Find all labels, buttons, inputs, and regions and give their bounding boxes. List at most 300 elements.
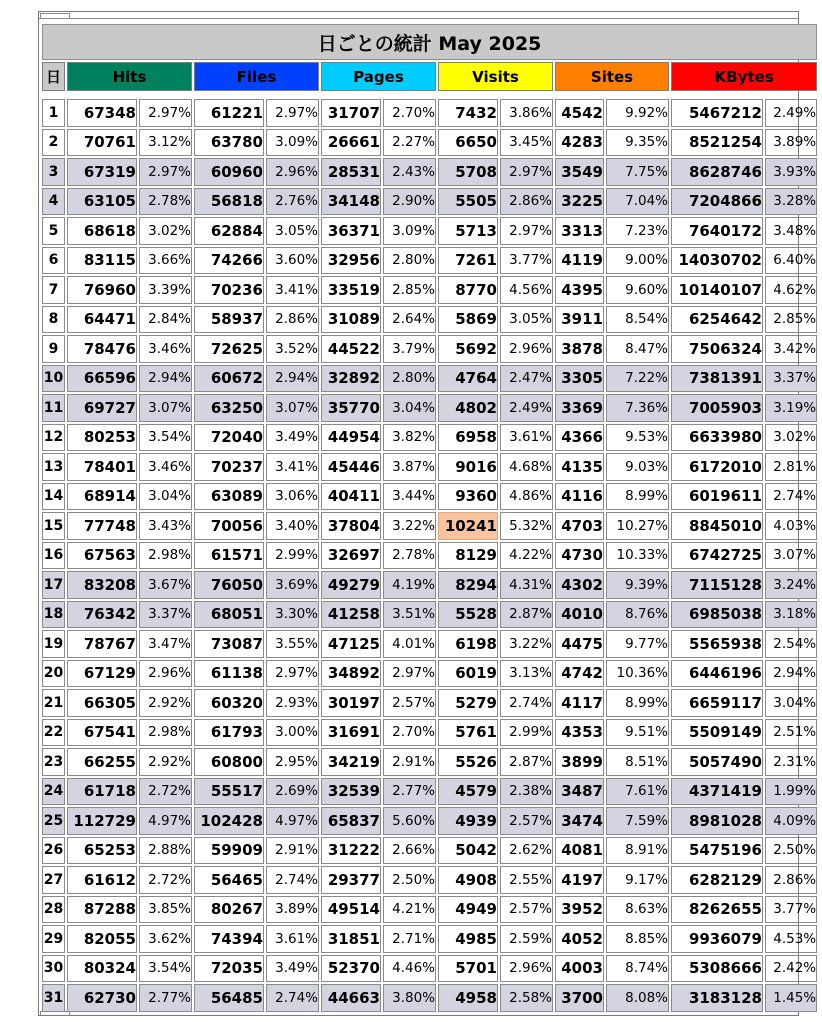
- cell-visits: 5761: [438, 719, 498, 747]
- cell-hits-pct: 2.88%: [139, 837, 192, 865]
- cell-day: 25: [42, 807, 65, 835]
- cell-visits: 6650: [438, 129, 498, 157]
- cell-kbytes-pct: 3.48%: [765, 217, 817, 245]
- table-row: [42, 660, 817, 688]
- cell-hits-pct: 2.97%: [139, 158, 192, 186]
- cell-visits-pct: 3.13%: [500, 660, 553, 688]
- cell-kbytes: 7115128: [671, 571, 763, 599]
- cell-kbytes-pct: 6.40%: [765, 247, 817, 275]
- cell-hits: 67541: [67, 719, 137, 747]
- cell-visits-pct: 2.57%: [500, 807, 553, 835]
- cell-visits-pct: 4.68%: [500, 453, 553, 481]
- cell-pages: 44663: [321, 984, 381, 1012]
- cell-hits: 67319: [67, 158, 137, 186]
- cell-kbytes-pct: 4.62%: [765, 276, 817, 304]
- cell-pages-pct: 3.87%: [383, 453, 436, 481]
- cell-files: 70056: [194, 512, 264, 540]
- col-header-kbytes: KBytes: [671, 62, 817, 91]
- cell-visits: 5528: [438, 601, 498, 629]
- table-row: [42, 453, 817, 481]
- cell-sites-pct: 8.63%: [606, 896, 669, 924]
- cell-day: 10: [42, 365, 65, 393]
- cell-files-pct: 2.95%: [266, 748, 319, 776]
- table-row: [42, 424, 817, 452]
- cell-visits-pct: 2.96%: [500, 335, 553, 363]
- cell-sites: 3878: [555, 335, 604, 363]
- cell-sites-pct: 7.59%: [606, 807, 669, 835]
- cell-files-pct: 3.49%: [266, 955, 319, 983]
- table-row: [42, 188, 817, 216]
- cell-visits-pct: 2.47%: [500, 365, 553, 393]
- cell-sites: 3952: [555, 896, 604, 924]
- cell-kbytes: 7005903: [671, 394, 763, 422]
- cell-sites: 4742: [555, 660, 604, 688]
- cell-sites: 4010: [555, 601, 604, 629]
- cell-hits: 69727: [67, 394, 137, 422]
- cell-kbytes-pct: 3.89%: [765, 129, 817, 157]
- cell-visits-pct: 2.96%: [500, 955, 553, 983]
- cell-day: 18: [42, 601, 65, 629]
- cell-hits-pct: 2.72%: [139, 866, 192, 894]
- cell-kbytes-pct: 3.77%: [765, 896, 817, 924]
- cell-day: 7: [42, 276, 65, 304]
- cell-hits: 83208: [67, 571, 137, 599]
- cell-files: 76050: [194, 571, 264, 599]
- cell-hits-pct: 2.97%: [139, 99, 192, 127]
- cell-kbytes: 7204866: [671, 188, 763, 216]
- cell-pages-pct: 3.04%: [383, 394, 436, 422]
- cell-files: 70236: [194, 276, 264, 304]
- cell-hits: 80324: [67, 955, 137, 983]
- table-row: [42, 630, 817, 658]
- cell-files: 80267: [194, 896, 264, 924]
- cell-visits-pct: 2.99%: [500, 719, 553, 747]
- cell-hits: 67129: [67, 660, 137, 688]
- cell-pages: 26661: [321, 129, 381, 157]
- cell-sites-pct: 9.51%: [606, 719, 669, 747]
- cell-hits-pct: 3.62%: [139, 925, 192, 953]
- cell-visits: 5692: [438, 335, 498, 363]
- cell-files-pct: 3.60%: [266, 247, 319, 275]
- cell-pages: 36371: [321, 217, 381, 245]
- cell-files: 63780: [194, 129, 264, 157]
- cell-visits-pct: 3.22%: [500, 630, 553, 658]
- cell-kbytes: 14030702: [671, 247, 763, 275]
- table-row: [42, 542, 817, 570]
- cell-kbytes-pct: 3.42%: [765, 335, 817, 363]
- cell-files: 58937: [194, 306, 264, 334]
- cell-files: 60672: [194, 365, 264, 393]
- cell-day: 17: [42, 571, 65, 599]
- cell-sites-pct: 9.00%: [606, 247, 669, 275]
- cell-pages-pct: 2.90%: [383, 188, 436, 216]
- cell-sites-pct: 9.03%: [606, 453, 669, 481]
- cell-files-pct: 3.41%: [266, 276, 319, 304]
- cell-files: 72040: [194, 424, 264, 452]
- cell-day: 4: [42, 188, 65, 216]
- cell-pages: 49279: [321, 571, 381, 599]
- cell-pages: 65837: [321, 807, 381, 835]
- cell-files: 56818: [194, 188, 264, 216]
- cell-pages-pct: 2.71%: [383, 925, 436, 953]
- cell-visits: 5869: [438, 306, 498, 334]
- cell-pages-pct: 3.09%: [383, 217, 436, 245]
- cell-files: 56465: [194, 866, 264, 894]
- cell-sites-pct: 8.91%: [606, 837, 669, 865]
- cell-visits: 5713: [438, 217, 498, 245]
- cell-day: 5: [42, 217, 65, 245]
- cell-kbytes: 6172010: [671, 453, 763, 481]
- cell-kbytes: 5509149: [671, 719, 763, 747]
- cell-day: 26: [42, 837, 65, 865]
- table-row: [42, 837, 817, 865]
- cell-sites: 4081: [555, 837, 604, 865]
- cell-day: 12: [42, 424, 65, 452]
- cell-sites: 4703: [555, 512, 604, 540]
- cell-kbytes: 6659117: [671, 689, 763, 717]
- cell-kbytes: 8845010: [671, 512, 763, 540]
- cell-files-pct: 3.89%: [266, 896, 319, 924]
- table-row: [42, 984, 817, 1012]
- cell-sites-pct: 8.85%: [606, 925, 669, 953]
- cell-files-pct: 2.76%: [266, 188, 319, 216]
- cell-pages-pct: 2.64%: [383, 306, 436, 334]
- cell-pages: 44522: [321, 335, 381, 363]
- cell-kbytes-pct: 2.74%: [765, 483, 817, 511]
- cell-pages: 32956: [321, 247, 381, 275]
- cell-files: 55517: [194, 778, 264, 806]
- cell-visits: 4939: [438, 807, 498, 835]
- cell-visits-pct: 2.87%: [500, 601, 553, 629]
- cell-sites: 4119: [555, 247, 604, 275]
- cell-kbytes: 6633980: [671, 424, 763, 452]
- cell-files-pct: 3.61%: [266, 925, 319, 953]
- cell-kbytes: 10140107: [671, 276, 763, 304]
- cell-day: 27: [42, 866, 65, 894]
- cell-files-pct: 3.30%: [266, 601, 319, 629]
- cell-day: 14: [42, 483, 65, 511]
- table-row: [42, 571, 817, 599]
- cell-day: 21: [42, 689, 65, 717]
- cell-day: 15: [42, 512, 65, 540]
- cell-hits: 78401: [67, 453, 137, 481]
- cell-files-pct: 3.07%: [266, 394, 319, 422]
- cell-sites-pct: 8.47%: [606, 335, 669, 363]
- cell-pages-pct: 3.44%: [383, 483, 436, 511]
- cell-pages-pct: 4.19%: [383, 571, 436, 599]
- table-row: [42, 394, 817, 422]
- col-header-files: Files: [194, 62, 319, 91]
- cell-kbytes-pct: 2.81%: [765, 453, 817, 481]
- cell-hits: 112729: [67, 807, 137, 835]
- cell-visits: 5526: [438, 748, 498, 776]
- cell-pages-pct: 2.85%: [383, 276, 436, 304]
- cell-hits-pct: 2.92%: [139, 748, 192, 776]
- cell-pages: 40411: [321, 483, 381, 511]
- cell-visits-pct: 2.57%: [500, 896, 553, 924]
- cell-kbytes: 3183128: [671, 984, 763, 1012]
- col-header-pages: Pages: [321, 62, 436, 91]
- cell-kbytes-pct: 3.19%: [765, 394, 817, 422]
- cell-visits: 7261: [438, 247, 498, 275]
- table-row: [42, 689, 817, 717]
- table-row: [42, 158, 817, 186]
- table-row: [42, 925, 817, 953]
- cell-sites-pct: 8.99%: [606, 689, 669, 717]
- cell-files-pct: 2.74%: [266, 984, 319, 1012]
- cell-hits-pct: 2.96%: [139, 660, 192, 688]
- cell-sites: 3225: [555, 188, 604, 216]
- cell-kbytes: 6985038: [671, 601, 763, 629]
- cell-files: 60320: [194, 689, 264, 717]
- cell-pages: 44954: [321, 424, 381, 452]
- cell-sites-pct: 9.92%: [606, 99, 669, 127]
- cell-kbytes: 4371419: [671, 778, 763, 806]
- cell-visits: 6198: [438, 630, 498, 658]
- cell-visits: 4764: [438, 365, 498, 393]
- cell-sites: 4003: [555, 955, 604, 983]
- cell-day: 13: [42, 453, 65, 481]
- cell-files: 62884: [194, 217, 264, 245]
- cell-visits: 5708: [438, 158, 498, 186]
- cell-files-pct: 2.96%: [266, 158, 319, 186]
- table-row: [42, 866, 817, 894]
- cell-pages-pct: 3.79%: [383, 335, 436, 363]
- cell-files-pct: 3.52%: [266, 335, 319, 363]
- cell-hits: 66596: [67, 365, 137, 393]
- cell-hits-pct: 2.94%: [139, 365, 192, 393]
- cell-kbytes-pct: 2.54%: [765, 630, 817, 658]
- cell-sites-pct: 10.36%: [606, 660, 669, 688]
- cell-visits-pct: 4.86%: [500, 483, 553, 511]
- cell-visits: 5505: [438, 188, 498, 216]
- cell-visits: 6958: [438, 424, 498, 452]
- cell-visits: 7432: [438, 99, 498, 127]
- cell-pages: 37804: [321, 512, 381, 540]
- cell-kbytes-pct: 2.42%: [765, 955, 817, 983]
- cell-pages-pct: 3.22%: [383, 512, 436, 540]
- table-row: [42, 896, 817, 924]
- cell-day: 6: [42, 247, 65, 275]
- cell-hits: 76960: [67, 276, 137, 304]
- cell-hits: 78767: [67, 630, 137, 658]
- cell-kbytes-pct: 2.31%: [765, 748, 817, 776]
- cell-visits-pct: 4.22%: [500, 542, 553, 570]
- cell-sites-pct: 9.17%: [606, 866, 669, 894]
- cell-pages: 34892: [321, 660, 381, 688]
- cell-pages: 31691: [321, 719, 381, 747]
- cell-hits: 82055: [67, 925, 137, 953]
- top-tab: [40, 13, 70, 19]
- cell-hits-pct: 3.02%: [139, 217, 192, 245]
- cell-hits: 78476: [67, 335, 137, 363]
- cell-sites-pct: 8.74%: [606, 955, 669, 983]
- cell-kbytes-pct: 1.99%: [765, 778, 817, 806]
- cell-visits-pct: 3.86%: [500, 99, 553, 127]
- cell-hits-pct: 3.43%: [139, 512, 192, 540]
- cell-visits-pct: 2.62%: [500, 837, 553, 865]
- cell-hits-pct: 3.46%: [139, 453, 192, 481]
- cell-files: 72035: [194, 955, 264, 983]
- cell-files: 63089: [194, 483, 264, 511]
- cell-hits-pct: 2.72%: [139, 778, 192, 806]
- cell-pages: 47125: [321, 630, 381, 658]
- cell-files-pct: 3.00%: [266, 719, 319, 747]
- cell-day: 16: [42, 542, 65, 570]
- cell-files: 102428: [194, 807, 264, 835]
- cell-hits-pct: 3.85%: [139, 896, 192, 924]
- cell-pages-pct: 2.78%: [383, 542, 436, 570]
- cell-kbytes: 7506324: [671, 335, 763, 363]
- cell-sites: 4135: [555, 453, 604, 481]
- cell-files-pct: 2.86%: [266, 306, 319, 334]
- cell-sites: 3487: [555, 778, 604, 806]
- table-row: [42, 247, 817, 275]
- cell-files: 74394: [194, 925, 264, 953]
- cell-visits: 8294: [438, 571, 498, 599]
- cell-hits: 66305: [67, 689, 137, 717]
- cell-visits-pct: 4.56%: [500, 276, 553, 304]
- cell-pages: 32892: [321, 365, 381, 393]
- table-row: [42, 217, 817, 245]
- cell-sites-pct: 7.22%: [606, 365, 669, 393]
- cell-pages-pct: 2.66%: [383, 837, 436, 865]
- cell-hits: 76342: [67, 601, 137, 629]
- cell-visits-pct: 2.74%: [500, 689, 553, 717]
- cell-visits: 6019: [438, 660, 498, 688]
- cell-pages-pct: 2.97%: [383, 660, 436, 688]
- table-body: [42, 99, 817, 1012]
- cell-day: 20: [42, 660, 65, 688]
- cell-visits: 4958: [438, 984, 498, 1012]
- cell-visits: 4985: [438, 925, 498, 953]
- cell-files-pct: 2.99%: [266, 542, 319, 570]
- cell-visits: 4579: [438, 778, 498, 806]
- cell-kbytes-pct: 4.53%: [765, 925, 817, 953]
- cell-kbytes: 6019611: [671, 483, 763, 511]
- cell-hits-pct: 3.07%: [139, 394, 192, 422]
- cell-day: 3: [42, 158, 65, 186]
- cell-day: 1: [42, 99, 65, 127]
- cell-hits-pct: 4.97%: [139, 807, 192, 835]
- cell-hits-pct: 3.66%: [139, 247, 192, 275]
- cell-files: 70237: [194, 453, 264, 481]
- cell-hits: 83115: [67, 247, 137, 275]
- cell-pages: 28531: [321, 158, 381, 186]
- col-header-sites: Sites: [555, 62, 669, 91]
- cell-hits: 68618: [67, 217, 137, 245]
- cell-day: 28: [42, 896, 65, 924]
- cell-sites: 4116: [555, 483, 604, 511]
- cell-pages-pct: 2.43%: [383, 158, 436, 186]
- cell-visits: 5279: [438, 689, 498, 717]
- table-row: [42, 955, 817, 983]
- cell-hits: 66255: [67, 748, 137, 776]
- cell-pages: 31222: [321, 837, 381, 865]
- cell-sites: 4395: [555, 276, 604, 304]
- cell-hits-pct: 3.39%: [139, 276, 192, 304]
- cell-pages-pct: 2.91%: [383, 748, 436, 776]
- cell-files-pct: 3.40%: [266, 512, 319, 540]
- cell-hits: 87288: [67, 896, 137, 924]
- cell-sites: 4475: [555, 630, 604, 658]
- cell-hits: 67348: [67, 99, 137, 127]
- table-row: [42, 807, 817, 835]
- cell-kbytes: 7381391: [671, 365, 763, 393]
- cell-sites-pct: 10.33%: [606, 542, 669, 570]
- cell-files-pct: 2.74%: [266, 866, 319, 894]
- cell-pages: 41258: [321, 601, 381, 629]
- cell-kbytes-pct: 3.37%: [765, 365, 817, 393]
- cell-day: 24: [42, 778, 65, 806]
- cell-files-pct: 3.41%: [266, 453, 319, 481]
- cell-hits: 80253: [67, 424, 137, 452]
- table-row: [42, 512, 817, 540]
- cell-kbytes-pct: 1.45%: [765, 984, 817, 1012]
- cell-files-pct: 2.91%: [266, 837, 319, 865]
- cell-pages-pct: 4.46%: [383, 955, 436, 983]
- cell-kbytes-pct: 3.18%: [765, 601, 817, 629]
- table-row: [42, 778, 817, 806]
- cell-day: 31: [42, 984, 65, 1012]
- cell-day: 29: [42, 925, 65, 953]
- daily-stats-table: [40, 22, 819, 1014]
- cell-day: 30: [42, 955, 65, 983]
- table-row: [42, 483, 817, 511]
- cell-kbytes: 6254642: [671, 306, 763, 334]
- cell-files: 61221: [194, 99, 264, 127]
- cell-hits-pct: 3.46%: [139, 335, 192, 363]
- cell-files-pct: 3.55%: [266, 630, 319, 658]
- table-row: [42, 365, 817, 393]
- cell-hits-pct: 3.12%: [139, 129, 192, 157]
- cell-visits-pct: 2.38%: [500, 778, 553, 806]
- table-row: [42, 335, 817, 363]
- cell-pages-pct: 2.70%: [383, 719, 436, 747]
- cell-files-pct: 3.06%: [266, 483, 319, 511]
- cell-files: 73087: [194, 630, 264, 658]
- cell-kbytes: 8628746: [671, 158, 763, 186]
- table-row: [42, 601, 817, 629]
- cell-hits-pct: 3.54%: [139, 424, 192, 452]
- cell-pages-pct: 5.60%: [383, 807, 436, 835]
- cell-files: 60960: [194, 158, 264, 186]
- cell-pages: 33519: [321, 276, 381, 304]
- cell-hits-pct: 2.98%: [139, 542, 192, 570]
- cell-pages: 31089: [321, 306, 381, 334]
- cell-kbytes: 8521254: [671, 129, 763, 157]
- col-header-day: 日: [42, 62, 65, 91]
- cell-hits: 62730: [67, 984, 137, 1012]
- cell-sites-pct: 9.77%: [606, 630, 669, 658]
- cell-visits: 5701: [438, 955, 498, 983]
- cell-kbytes: 8981028: [671, 807, 763, 835]
- cell-pages: 34148: [321, 188, 381, 216]
- cell-visits-pct: 3.05%: [500, 306, 553, 334]
- cell-pages: 32697: [321, 542, 381, 570]
- cell-files: 74266: [194, 247, 264, 275]
- cell-hits-pct: 2.98%: [139, 719, 192, 747]
- cell-day: 2: [42, 129, 65, 157]
- cell-visits-pct: 2.58%: [500, 984, 553, 1012]
- cell-visits-pct: 2.97%: [500, 217, 553, 245]
- cell-kbytes: 8262655: [671, 896, 763, 924]
- cell-pages: 34219: [321, 748, 381, 776]
- cell-hits: 61612: [67, 866, 137, 894]
- cell-files: 61138: [194, 660, 264, 688]
- cell-kbytes-pct: 3.24%: [765, 571, 817, 599]
- cell-sites-pct: 7.75%: [606, 158, 669, 186]
